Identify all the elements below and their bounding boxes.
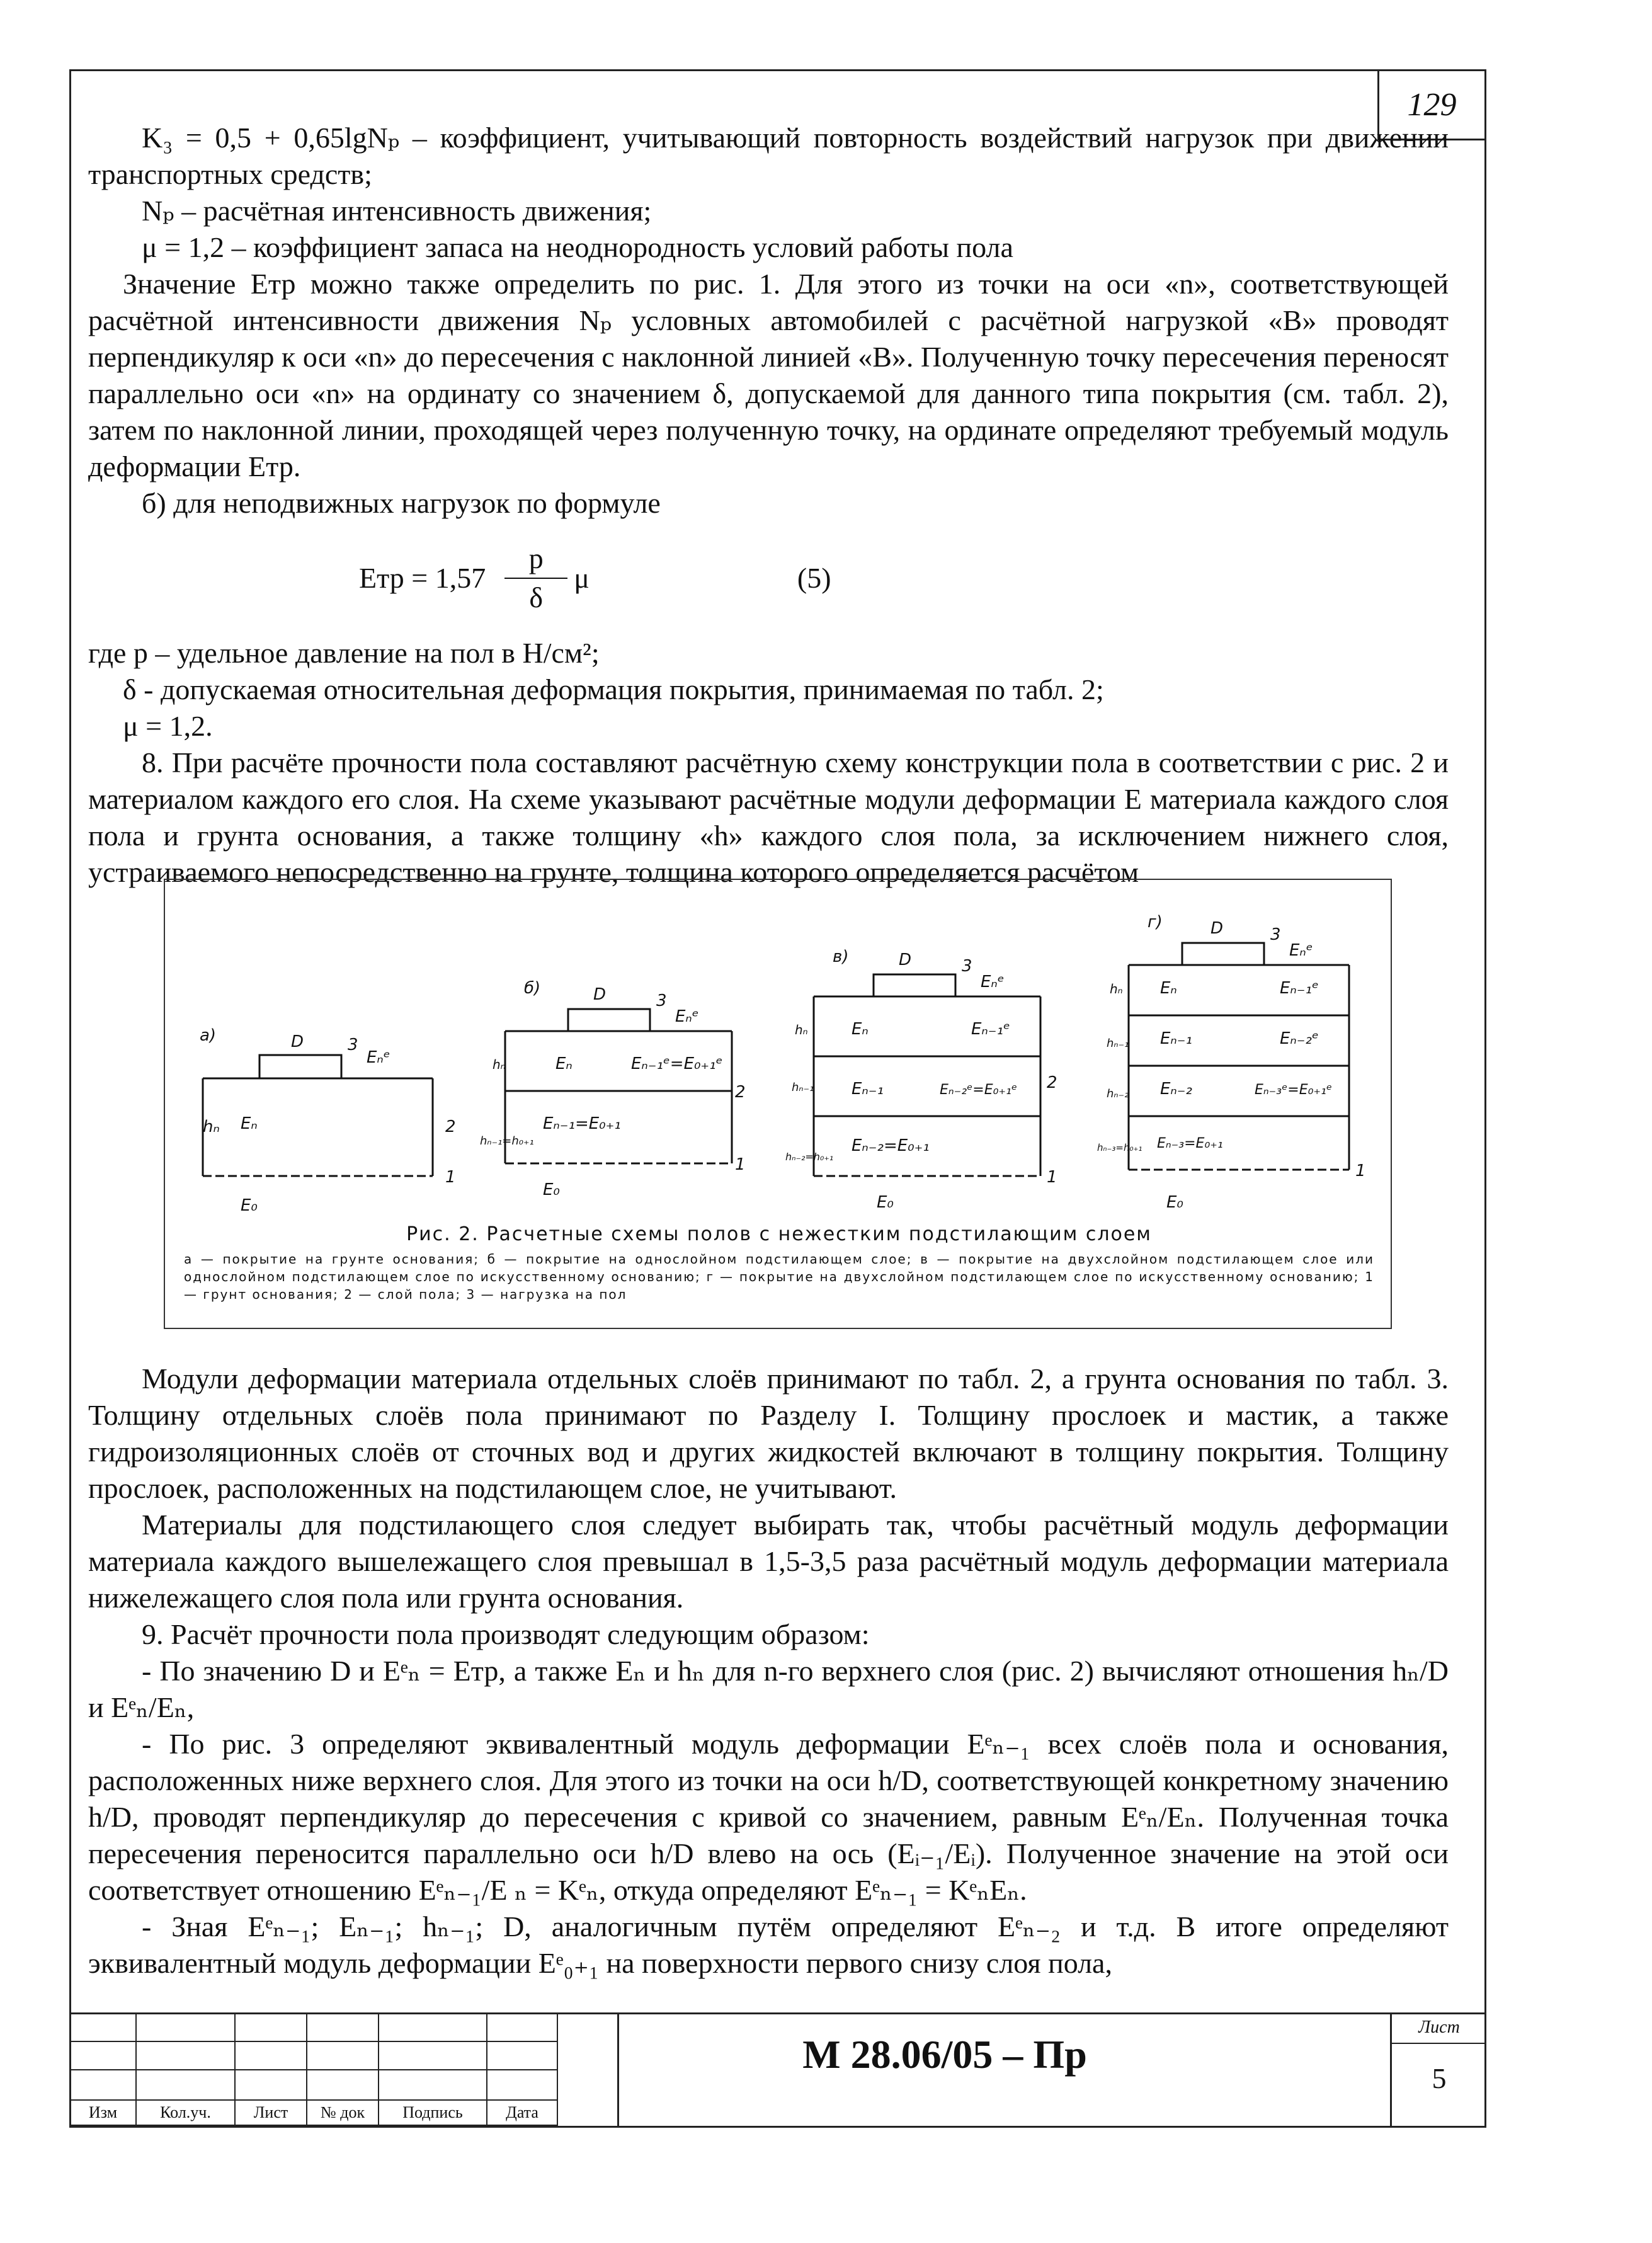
panel-label-a: а) — [200, 1026, 217, 1045]
label-En: Eₙ — [852, 1020, 869, 1039]
sheet-box — [1390, 2012, 1486, 2128]
label-1: 1 — [445, 1168, 456, 1187]
label-d-h1: hₙ₋₁ — [1107, 1037, 1129, 1050]
col-list: Лист — [235, 2100, 307, 2125]
label-E0: E₀ — [877, 1193, 894, 1212]
paragraph: Модули деформации материала отдельных слоёв принимают по табл. 2, а грунта основания по табл. 3. Толщину отдельных слоёв пола принимают по Разделу I. Толщину прослоек и мастик, а также гидроизоляционных слоёв от сточных вод и других жидкостей включают в толщину покрытия. Толщину прослоек, расположенных на подстилающем слое, не учитывают. — [88, 1362, 1449, 1504]
figure-schemes — [165, 880, 1391, 1220]
label-hn: hₙ — [203, 1117, 220, 1136]
label-c-l1: Eₙ₋₁ — [852, 1080, 884, 1099]
label-En-e: Eₙᵉ — [1289, 941, 1313, 960]
label-b-eq: Eₙ₋₁ᵉ=E₀₊₁ᵉ — [631, 1054, 723, 1073]
paragraph: где p – удельное давление на пол в Н/см²; — [88, 637, 600, 669]
formula-number: (5) — [797, 562, 831, 594]
label-d-eq: Eₙ₋₃ᵉ=E₀₊₁ᵉ — [1255, 1082, 1333, 1098]
label-E0: E₀ — [1166, 1193, 1183, 1212]
label-D: D — [1211, 919, 1224, 938]
figure-2 — [164, 879, 1392, 1329]
paragraph: 9. Расчёт прочности пола производят следующим образом: — [142, 1618, 870, 1650]
paragraph: - Зная Eᵉₙ₋₁; Eₙ₋₁; hₙ₋₁; D, аналогичным путём определяют Eᵉₙ₋₂ и т.д. В итоге определяют эквивалентный модуль деформации Eᵉ₀₊₁ на поверхности первого снизу слоя пола, — [88, 1910, 1449, 1979]
sheet-number: 5 — [1432, 2062, 1447, 2094]
col-doc-no: № док — [307, 2100, 379, 2125]
label-3: 3 — [1270, 925, 1281, 944]
label-E0: E₀ — [241, 1196, 258, 1215]
scheme-b — [505, 1009, 732, 1163]
panel-label-d: г) — [1148, 913, 1163, 932]
formula-lhs: Eтр = 1,57 — [359, 562, 486, 594]
formula-numerator: p — [528, 542, 544, 574]
label-En: Eₙ — [1160, 979, 1177, 998]
col-date: Дата — [487, 2100, 557, 2125]
label-3: 3 — [962, 957, 972, 976]
label-hn: hₙ — [493, 1057, 506, 1072]
text-block-bottom — [88, 1361, 1449, 1982]
label-d-l3: Eₙ₋₃=E₀₊₁ — [1157, 1136, 1223, 1151]
label-d-h2: hₙ₋₂ — [1107, 1087, 1129, 1100]
label-En-e: Eₙᵉ — [675, 1007, 699, 1026]
paragraph: δ - допускаемая относительная деформация покрытия, принимаемая по табл. 2; — [123, 673, 1104, 705]
col-signature: Подпись — [379, 2100, 487, 2125]
label-c-e1: Eₙ₋₁ᵉ — [971, 1020, 1010, 1039]
label-d-e2: Eₙ₋₂ᵉ — [1280, 1029, 1319, 1048]
label-En: Eₙ — [555, 1054, 573, 1073]
label-E0: E₀ — [543, 1180, 560, 1199]
col-kol-uch: Кол.уч. — [136, 2100, 235, 2125]
sheet-label: Лист — [1392, 2012, 1486, 2044]
paragraph: μ = 1,2. — [123, 710, 213, 742]
label-c-h1: hₙ₋₁ — [792, 1081, 814, 1094]
label-D: D — [593, 985, 607, 1004]
label-2: 2 — [735, 1083, 746, 1102]
label-En: Eₙ — [241, 1114, 258, 1133]
label-hn: hₙ — [1110, 981, 1123, 996]
revision-table — [69, 2012, 558, 2126]
formula-5 — [359, 522, 1449, 635]
paragraph: 8. При расчёте прочности пола составляют расчётную схему конструкции пола в соответствии с рис. 2 и материалом каждого его слоя. На схеме указывают расчётные модули деформации E материала каждого слоя пола и грунта основания, а также толщину «h» каждого слоя пола, за исключением нижнего слоя, устраиваемого непосредственно на грунте, толщина которого определяется расчётом — [88, 746, 1449, 888]
label-D: D — [291, 1032, 304, 1051]
paragraph: Материалы для подстилающего слоя следует выбирать так, чтобы расчётный модуль деформации материала каждого вышележащего слоя превышал в 1,5-3,5 раза расчётный модуль деформации материала нижележащего слоя пола или грунта основания. — [88, 1509, 1449, 1614]
label-d-l1: Eₙ₋₁ — [1160, 1029, 1192, 1048]
paragraph: б) для неподвижных нагрузок по формуле — [142, 487, 661, 519]
paragraph: μ = 1,2 – коэффициент запаса на неоднородность условий работы пола — [142, 231, 1013, 263]
label-c-h2: hₙ₋₂=h₀₊₁ — [785, 1151, 834, 1163]
scheme-a — [203, 1055, 433, 1176]
paragraph: K₃ = 0,5 + 0,65lgNₚ – коэффициент, учитывающий повторность воздействий нагрузок при движении транспортных средств; — [88, 122, 1449, 190]
label-1: 1 — [1047, 1168, 1057, 1187]
label-b-layer: Eₙ₋₁=E₀₊₁ — [543, 1114, 621, 1133]
label-d-l2: Eₙ₋₂ — [1160, 1080, 1192, 1099]
panel-label-c: в) — [833, 947, 849, 966]
title-block — [69, 2012, 1486, 2128]
label-3: 3 — [348, 1036, 358, 1054]
label-2: 2 — [1047, 1073, 1057, 1092]
formula-tail: μ — [574, 562, 590, 594]
label-d-e1: Eₙ₋₁ᵉ — [1280, 979, 1319, 998]
label-1: 1 — [735, 1155, 746, 1174]
label-b-h: hₙ₋₁=h₀₊₁ — [480, 1134, 534, 1148]
document-code: М 28.06/05 – Пр — [802, 2032, 1087, 2077]
col-izm: Изм — [70, 2100, 136, 2125]
label-En-e: Eₙᵉ — [367, 1048, 390, 1067]
label-c-l2: Eₙ₋₂=E₀₊₁ — [852, 1136, 930, 1155]
page-number: 129 — [1377, 71, 1484, 140]
panel-label-b: б) — [524, 979, 541, 998]
label-hn: hₙ — [795, 1022, 808, 1037]
figure-caption: Рис. 2. Расчетные схемы полов с нежестким подстилающим слоем — [406, 1223, 1152, 1245]
paragraph: Nₚ – расчётная интенсивность движения; — [142, 195, 652, 227]
text-block-top — [88, 120, 1449, 891]
label-D: D — [899, 950, 912, 969]
label-3: 3 — [656, 991, 667, 1010]
formula-denominator: δ — [529, 581, 544, 614]
formula-fraction — [504, 540, 567, 617]
label-En-e: Eₙᵉ — [981, 973, 1005, 991]
label-d-h3: hₙ₋₃=h₀₊₁ — [1097, 1142, 1142, 1153]
paragraph: - По значению D и Eᵉₙ = Eтр, а также Eₙ и hₙ для n-го верхнего слоя (рис. 2) вычисляют отношения hₙ/D и Eᵉₙ/Eₙ, — [88, 1655, 1449, 1723]
label-c-eq: Eₙ₋₂ᵉ=E₀₊₁ᵉ — [940, 1082, 1018, 1098]
label-2: 2 — [445, 1117, 456, 1136]
figure-legend: а — покрытие на грунте основания; б — покрытие на однослойном подстилающем слое; в — покрытие на двухслойном подстилающем слое или однослойном подстилающем слое по искусственному основанию; г — покрытие на двухслойном подстилающем слое по искусственному основанию; 1 — грунт основания; 2 — слой пола; 3 — нагрузка на пол — [184, 1252, 1374, 1302]
paragraph: - По рис. 3 определяют эквивалентный модуль деформации Eᵉₙ₋₁ всех слоёв пола и основания, расположенных ниже верхнего слоя. Для этого из точки на оси h/D, соответствующей конкретному значению h/D, проводят перпендикуляр до пересечения с кривой со значением, равным Eᵉₙ/Eₙ. Полученная точка пересечения переносится параллельно оси h/D влево на ось (Eᵢ₋₁/Eᵢ). Полученное значение на этой оси соответствует отношению Eᵉₙ₋₁/E ₙ = Kᵉₙ, откуда определяют Eᵉₙ₋₁ = KᵉₙEₙ. — [88, 1728, 1449, 1906]
paragraph: Значение Eтр можно также определить по рис. 1. Для этого из точки на оси «n», соответствующей расчётной интенсивности движения Nₚ условных автомобилей с расчётной нагрузкой «В» проводят перпендикуляр к оси «n» до пересечения с наклонной линией «В». Полученную точку пересечения переносят параллельно оси «n» на ординату со значением δ, допускаемой для данного типа покрытия (см. табл. 2), затем по наклонной линии, проходящей через полученную точку, на ординате определяют требуемый модуль деформации Eтр. — [88, 268, 1449, 482]
label-1: 1 — [1355, 1161, 1366, 1180]
